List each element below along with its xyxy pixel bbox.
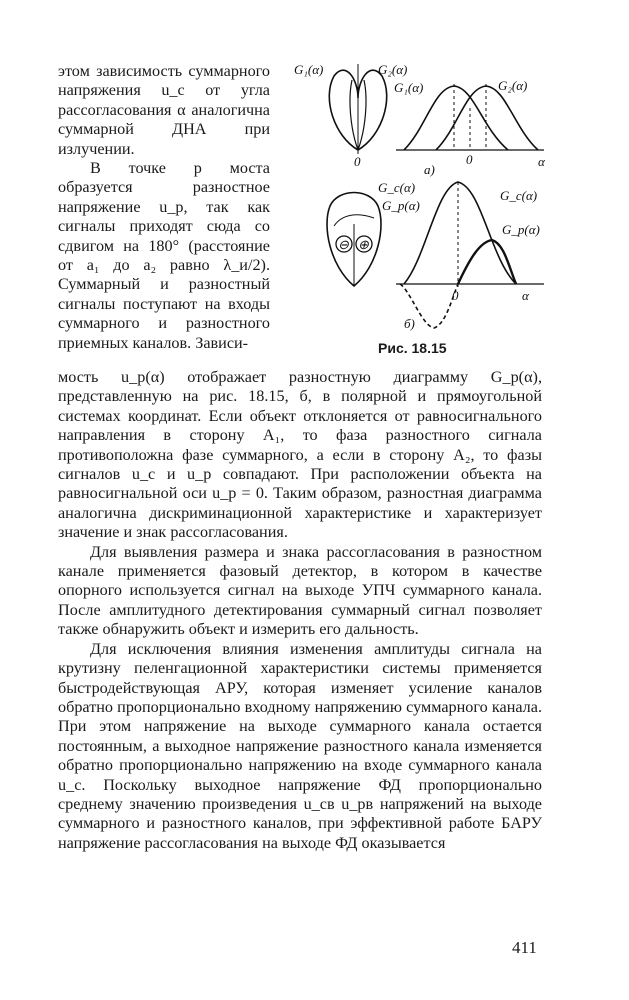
paragraph-3: Для выявления размера и знака рассогласования в разностном канале применяется фазовый детектор, в котором в качестве опорного используется сигнал на выходе УПЧ суммарного канала. После амплитудного детектирования суммарный сигнал позволяет также обнаружить объект и измерить его дальность.	[58, 542, 542, 639]
minus-sign: ⊖	[338, 237, 349, 252]
paragraph-2-continued: мость u_p(α) отображает разностную диаграмму G_p(α), представленную на рис. 18.15, б, в полярной и прямоугольной системах координат. Если объект отклоняется от равносигнального направления в сторону A₁, то фаза разностного сигнала противоположна фазе суммарного, а если в сторону A₂, то фазы сигналов u_c и u_p совпадают. При расположении объекта на равносигнальной оси u_p = 0. Таким образом, разностная диаграмма аналогична дискриминационной характеристике и характеризует значение и знак рассогласования.	[58, 368, 542, 542]
label-panel-a: a)	[424, 162, 435, 177]
label-g2-right: G₂(α)	[498, 78, 528, 93]
page-number: 411	[512, 938, 537, 957]
label-g1-top: G₁(α)	[294, 62, 324, 77]
label-gc-right: G_c(α)	[500, 188, 538, 203]
figure-18-15	[286, 58, 556, 368]
figure-caption: Рис. 18.15	[378, 340, 447, 356]
label-gp-left: G_p(α)	[382, 198, 420, 213]
label-zero-b: 0	[452, 288, 459, 303]
label-zero-a-right: 0	[466, 152, 473, 167]
paragraph-2: В точке p моста образуется разностное напряжение u_p, так как сигналы приходят сюда со сдвигом на 180° (расстояние от a₁ до a₂ равно λ_и/2). Суммарный и разностный сигналы поступают на входы суммарного и разностного приемных каналов. Зависи-	[58, 159, 270, 352]
label-g2-top: G₂(α)	[378, 62, 408, 77]
label-zero-a-left: 0	[354, 154, 361, 169]
label-alpha-a: α	[538, 154, 545, 169]
label-g1-right: G₁(α)	[394, 80, 424, 95]
paragraph-4: Для исключения влияния изменения амплитуды сигнала на крутизну пеленгационной характеристики системы применяется быстродействующая АРУ, которая изменяет усиление каналов обратно пропорционально входному напряжению суммарного канала. При этом напряжение на выходе суммарного канала остается постоянным, а выходное напряжение разностного канала изменяется обратно пропорционально напряжению на входе суммарного канала u_c. Поскольку выходное напряжение ФД пропорционально среднему значению произведения u_cв u_pв напряжений на выходе суммарного и разностного каналов, при эффективной работе БАРУ напряжение рассогласования на выходе ФД оказывается	[58, 639, 542, 852]
paragraph-1: этом зависимость суммарного напряжения u_c от угла рассогласования α аналогична суммарной ДНА при излучении.	[58, 62, 270, 158]
main-text	[58, 368, 542, 853]
label-panel-b: б)	[404, 316, 415, 331]
left-text-column	[58, 62, 270, 353]
polar-lobes-b	[327, 193, 381, 287]
polar-lobes-a	[329, 64, 386, 154]
label-gp-right: G_p(α)	[502, 222, 540, 237]
plus-sign: ⊕	[358, 237, 369, 252]
label-alpha-b: α	[522, 288, 529, 303]
label-gc-left: G_c(α)	[378, 180, 416, 195]
